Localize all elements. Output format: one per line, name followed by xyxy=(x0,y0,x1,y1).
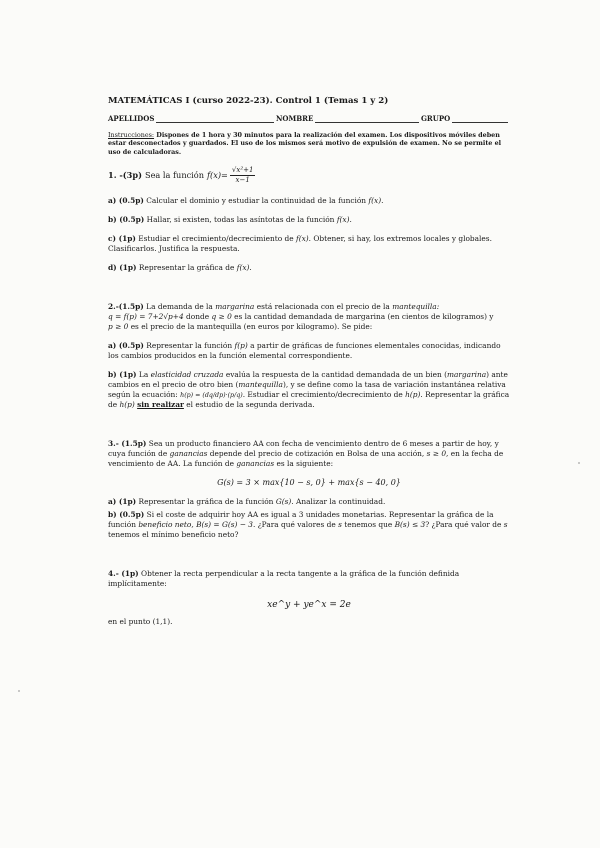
q3-b-inequality: B(s) ≤ 3 xyxy=(394,519,426,529)
q2-b-text-6: . Representar la gráfica de xyxy=(108,389,510,410)
student-fields xyxy=(108,114,510,123)
q2-statement xyxy=(108,302,510,332)
q2-demand-formula: q = f(p) = 7+2√p+4 xyxy=(108,311,184,321)
q4-statement xyxy=(108,569,510,589)
q3-b-s-2: s xyxy=(503,519,508,529)
q2-b-text-1: La xyxy=(138,369,149,379)
q1-fraction xyxy=(230,166,256,186)
q1-b-fx: f(x) xyxy=(336,214,350,224)
q1-d-label: d) (1p) xyxy=(108,262,137,272)
q1-number: 1. -(3p) xyxy=(108,170,142,181)
instructions-text: Dispones de 1 hora y 30 minutos para la realización del examen. Los dispositivos móviles deben estar desconectados y guardados. El uso de los mismos será motivo de expulsión de examen. No se permite el uso de calculadoras. xyxy=(108,131,502,156)
q2-b-text-4: ), y se define como la tasa de variación instantánea relativa según la ecuación: xyxy=(108,379,506,399)
q2-text-1: La demanda de la xyxy=(146,301,213,311)
q3-ganancias: ganancias xyxy=(169,449,208,459)
q3-b-text-1: Si el coste de adquirir hoy AA es igual a 3 unidades monetarias. Representar la gráfica de la función xyxy=(108,509,494,529)
exam-title: MATEMÁTICAS I (curso 2022-23). Control 1 (Temas 1 y 2) xyxy=(108,96,389,106)
q2-b-margarina: margarina xyxy=(446,369,487,379)
q1-denominator: x−1 xyxy=(235,176,250,185)
nombre-label: NOMBRE xyxy=(275,113,314,123)
q4-formula: xe^y + ye^x = 2e xyxy=(267,599,351,610)
q2-a-label: a) (0.5p) xyxy=(108,340,144,350)
scan-speck xyxy=(578,462,580,464)
q1-intro: Sea la función xyxy=(144,170,204,181)
q3-b-text-4: ? ¿Para qué valor de xyxy=(425,519,502,529)
q4-number: 4.- (1p) xyxy=(108,568,139,578)
grupo-label: GRUPO xyxy=(420,113,451,123)
q3-statement xyxy=(108,439,510,469)
q3-ganancias-2: ganancias xyxy=(236,459,275,469)
exam-content xyxy=(108,96,510,636)
q2-b-mantequilla: mantequilla xyxy=(238,379,283,389)
q3-a-label: a) (1p) xyxy=(108,496,137,506)
q1-b-end: . xyxy=(349,214,352,224)
q3-formula: G(s) = 3 × max{10 − s, 0} + max{s − 40, 0} xyxy=(217,478,401,488)
q1-a-fx: f(x). xyxy=(368,195,384,205)
q3-text-1: Sea un producto financiero AA con fecha de vencimiento dentro de 6 meses a partir de hoy, y cuya función de xyxy=(108,439,499,459)
q2-a-text-2: a partir de gráficas de funciones elementales conocidas, indicando los cambios producidos en la función elemental correspondiente. xyxy=(108,340,501,360)
q2-b-text-5: . Estudiar el crecimiento/decrecimiento de xyxy=(242,389,403,399)
q1-c-text2: Obtener, si hay, los extremos locales y globales. Clasificarlos. Justifica la respuesta. xyxy=(108,233,492,253)
q2-text-2: está relacionada con el precio de la xyxy=(256,301,390,311)
q3-b-beneficio: beneficio neto, xyxy=(138,519,194,529)
q2-text-4: es el precio de la mantequilla (en euros por kilogramo). Se pide: xyxy=(130,321,373,331)
q3-b-label: b) (0.5p) xyxy=(108,509,145,519)
q2-b-text-3: ) ante cambios en el precio de otro bien ( xyxy=(108,369,508,389)
q1-c-fx: f(x). xyxy=(295,233,312,243)
q3-text-2: depende del precio de cotización en Bolsa de una acción, xyxy=(209,449,425,459)
q2-b-elasticidad: elasticidad cruzada xyxy=(150,369,224,379)
q2-b-sin-realizar: sin realizar xyxy=(137,400,184,410)
q2-p-condition: p ≥ 0 xyxy=(108,321,129,331)
q3-b xyxy=(108,510,510,540)
q2-b-text-2: evalúa la respuesta de la cantidad demandada de un bien ( xyxy=(225,369,447,379)
q2-a-text-1: Representar la función xyxy=(146,340,233,350)
q2-b-label: b) (1p) xyxy=(108,369,137,379)
q3-b-text-2: . ¿Para qué valores de xyxy=(253,519,336,529)
q1-numerator: √x²+1 xyxy=(230,166,256,176)
q3-b-text-3: tenemos que xyxy=(344,519,393,529)
q3-a-gs: G(s) xyxy=(275,496,292,506)
q2-b-equation: h(p) = (dq/dp)·(p/q) xyxy=(180,391,243,399)
q3-s-condition: s ≥ 0 xyxy=(426,449,447,459)
q2-a-fp: f(p) xyxy=(234,340,248,350)
q2-mantequilla: mantequilla: xyxy=(392,301,440,311)
q1-a-text: Calcular el dominio y estudiar la continuidad de la función xyxy=(146,195,367,205)
q1-a xyxy=(108,196,510,206)
q1-func-lhs: f(x)= xyxy=(207,170,228,181)
q1-header xyxy=(108,166,510,186)
q1-d-fx: f(x). xyxy=(236,262,252,272)
q3-number: 3.- (1.5p) xyxy=(108,439,147,449)
q2-a xyxy=(108,341,510,361)
q2-b xyxy=(108,370,510,410)
q1-d-text: Representar la gráfica de xyxy=(138,262,235,272)
q1-d xyxy=(108,263,510,273)
q1-c xyxy=(108,234,510,254)
q3-a-text-2: . Analizar la continuidad. xyxy=(291,496,386,506)
q3-b-text-5: tenemos el mínimo beneficio neto? xyxy=(108,529,239,539)
apellidos-label: APELLIDOS xyxy=(108,113,155,123)
q4-text-1: Obtener la recta perpendicular a la recta tangente a la gráfica de la función definida implícitamente: xyxy=(108,568,460,588)
apellidos-field[interactable] xyxy=(156,115,274,123)
q1-c-text1: Estudiar el crecimiento/decrecimiento de xyxy=(138,233,294,243)
q2-number: 2.-(1.5p) xyxy=(108,301,144,311)
q3-text-4: es la siguiente: xyxy=(276,459,334,469)
q2-donde: donde xyxy=(186,311,210,321)
q2-text-3: es la cantidad demandada de margarina (en cientos de kilogramos) y xyxy=(234,311,494,321)
grupo-field[interactable] xyxy=(452,115,508,123)
q2-margarina: margarina xyxy=(215,301,255,311)
q1-b-label: b) (0.5p) xyxy=(108,214,145,224)
q2-b-text-7: el estudio de la segunda derivada. xyxy=(186,400,315,410)
q1-c-label: c) (1p) xyxy=(108,233,136,243)
nombre-field[interactable] xyxy=(315,115,419,123)
q3-a-text-1: Representar la gráfica de la función xyxy=(138,496,274,506)
q2-b-hp: h(p) xyxy=(405,389,421,399)
q3-text-3: , en la fecha de vencimiento de AA. La función de xyxy=(108,449,504,469)
q1-a-label: a) (0.5p) xyxy=(108,195,144,205)
instructions xyxy=(108,131,510,156)
q3-b-s: s xyxy=(338,519,342,529)
q1-b-text: Hallar, si existen, todas las asíntotas de la función xyxy=(146,214,335,224)
q2-b-hp-2: h(p) xyxy=(119,400,135,410)
q3-a xyxy=(108,497,510,507)
q2-q-condition: q ≥ 0 xyxy=(211,311,232,321)
instructions-lead: Instrucciones: xyxy=(108,131,155,140)
scan-speck xyxy=(18,690,20,692)
q4-point: en el punto (1,1). xyxy=(108,616,173,626)
q3-b-equation: B(s) = G(s) − 3 xyxy=(196,519,254,529)
q1-b xyxy=(108,215,510,225)
